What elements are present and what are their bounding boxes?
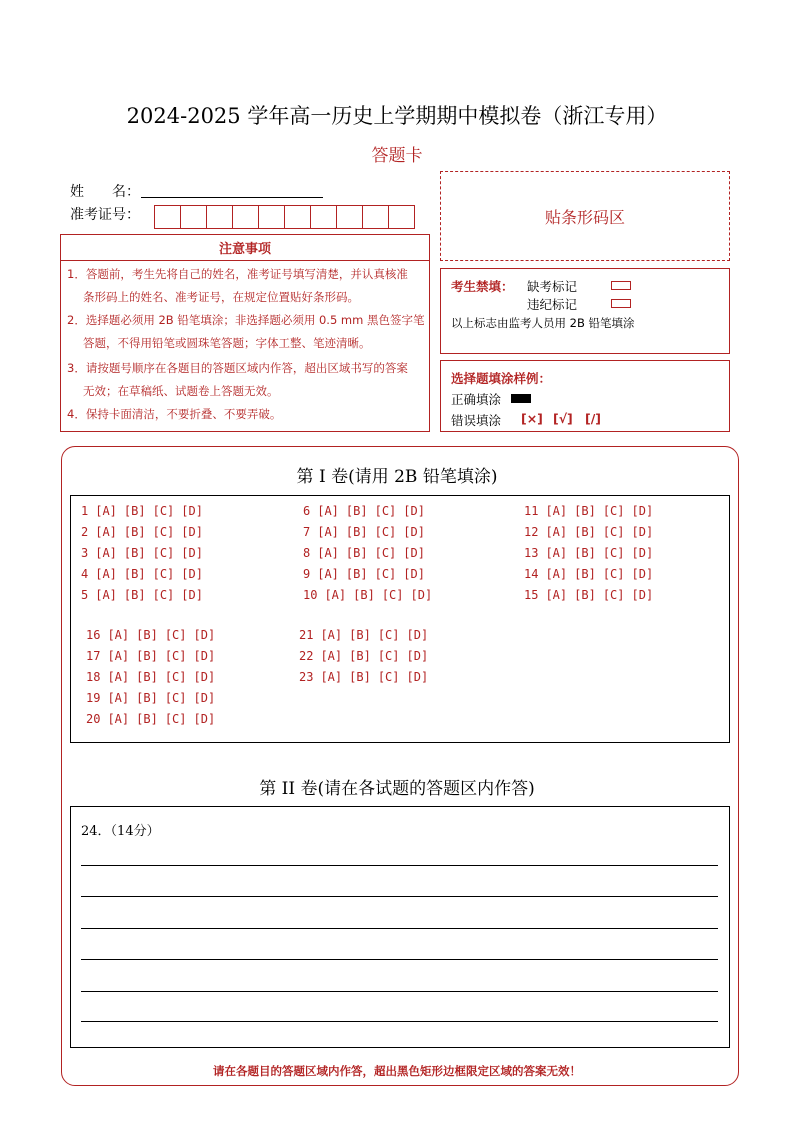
section2-title: 第 II 卷(请在各试题的答题区内作答) bbox=[259, 779, 535, 799]
option-bubble[interactable]: [B] bbox=[136, 649, 158, 663]
question-row bbox=[81, 567, 203, 581]
notice-item: 答题，不得用铅笔或圆珠笔答题；字体工整、笔迹清晰。 bbox=[83, 336, 371, 350]
question-row bbox=[86, 691, 215, 705]
option-bubble[interactable]: [A] bbox=[317, 546, 339, 560]
correct-fill-label: 正确填涂 bbox=[451, 392, 502, 407]
option-bubble[interactable]: [D] bbox=[631, 546, 654, 560]
option-bubble[interactable]: [B] bbox=[123, 504, 146, 518]
option-bubble[interactable]: [B] bbox=[349, 628, 371, 642]
option-bubble[interactable]: [C] bbox=[164, 712, 187, 726]
option-bubble[interactable]: [B] bbox=[345, 525, 368, 539]
option-bubble[interactable]: [A] bbox=[107, 649, 130, 663]
correct-fill-mark bbox=[511, 394, 531, 403]
question-row bbox=[86, 628, 215, 642]
name-field[interactable] bbox=[141, 197, 323, 198]
option-bubble[interactable]: [A] bbox=[317, 567, 339, 581]
option-bubble[interactable]: [C] bbox=[374, 567, 397, 581]
option-bubble[interactable]: [B] bbox=[345, 567, 368, 581]
question-number: 3 bbox=[81, 546, 89, 560]
option-bubble[interactable]: [C] bbox=[164, 649, 187, 663]
sample-label: 选择题填涂样例： bbox=[451, 371, 552, 386]
option-bubble[interactable]: [A] bbox=[320, 649, 343, 663]
option-bubble[interactable]: [D] bbox=[181, 588, 203, 602]
absent-mark-box[interactable] bbox=[611, 281, 631, 290]
question-row bbox=[524, 567, 653, 581]
option-bubble[interactable]: [D] bbox=[631, 588, 654, 602]
question-number: 12 bbox=[524, 525, 539, 539]
answer-line[interactable] bbox=[81, 928, 718, 929]
option-bubble[interactable]: [B] bbox=[136, 628, 158, 642]
question-row bbox=[303, 504, 425, 518]
option-bubble[interactable]: [A] bbox=[107, 628, 130, 642]
question-number: 9 bbox=[303, 567, 311, 581]
question-row bbox=[303, 588, 432, 602]
option-bubble[interactable]: [C] bbox=[152, 525, 175, 539]
option-bubble[interactable]: [D] bbox=[403, 525, 425, 539]
option-bubble[interactable]: [C] bbox=[602, 546, 625, 560]
question-row bbox=[86, 712, 215, 726]
option-bubble[interactable]: [D] bbox=[181, 504, 203, 518]
question-number: 2 bbox=[81, 525, 89, 539]
option-bubble[interactable]: [B] bbox=[574, 546, 596, 560]
option-bubble[interactable]: [B] bbox=[136, 712, 158, 726]
option-bubble[interactable]: [D] bbox=[181, 525, 203, 539]
option-bubble[interactable]: [A] bbox=[95, 567, 117, 581]
option-bubble[interactable]: [A] bbox=[320, 670, 343, 684]
exam-id-label: 准考证号： bbox=[70, 207, 140, 223]
option-bubble[interactable]: [D] bbox=[410, 588, 433, 602]
option-bubble[interactable]: [A] bbox=[107, 691, 130, 705]
essay-answer-box bbox=[70, 806, 730, 1048]
option-bubble[interactable]: [B] bbox=[574, 525, 596, 539]
violation-label: 违纪标记 bbox=[527, 297, 578, 312]
exam-id-digit-box[interactable] bbox=[232, 205, 259, 229]
option-bubble[interactable]: [C] bbox=[164, 670, 187, 684]
option-bubble[interactable]: [B] bbox=[353, 588, 375, 602]
question-number: 6 bbox=[303, 504, 311, 518]
option-bubble[interactable]: [C] bbox=[602, 567, 625, 581]
option-bubble[interactable]: [A] bbox=[317, 525, 339, 539]
option-bubble[interactable]: [B] bbox=[123, 525, 146, 539]
exam-id-digit-box[interactable] bbox=[284, 205, 311, 229]
exam-id-digit-box[interactable] bbox=[258, 205, 285, 229]
option-bubble[interactable]: [D] bbox=[403, 546, 425, 560]
question-row bbox=[81, 588, 203, 602]
question-number: 5 bbox=[81, 588, 89, 602]
notice-item: 2．选择题必须用 2B 铅笔填涂；非选择题必须用 0.5 mm 黑色签字笔 bbox=[67, 313, 425, 327]
question-number: 1 bbox=[81, 504, 89, 518]
exam-id-digit-box[interactable] bbox=[206, 205, 233, 229]
forbid-note: 以上标志由监考人员用 2B 铅笔填涂 bbox=[451, 316, 635, 330]
option-bubble[interactable]: [C] bbox=[152, 588, 175, 602]
question-number: 13 bbox=[524, 546, 539, 560]
option-bubble[interactable]: [A] bbox=[545, 525, 568, 539]
section1-title: 第 I 卷(请用 2B 铅笔填涂) bbox=[296, 467, 498, 487]
question-number: 22 bbox=[299, 649, 314, 663]
option-bubble[interactable]: [B] bbox=[136, 670, 158, 684]
question-row bbox=[299, 670, 428, 684]
question-row bbox=[299, 628, 428, 642]
question-number: 17 bbox=[86, 649, 101, 663]
answer-line[interactable] bbox=[81, 959, 718, 960]
option-bubble[interactable]: [B] bbox=[345, 504, 368, 518]
option-bubble[interactable]: [A] bbox=[545, 546, 568, 560]
name-label: 姓 名： bbox=[70, 184, 140, 200]
question-row bbox=[81, 504, 203, 518]
option-bubble[interactable]: [C] bbox=[377, 649, 400, 663]
option-bubble[interactable]: [C] bbox=[152, 567, 175, 581]
page-title: 2024-2025 学年高一历史上学期期中模拟卷（浙江专用） bbox=[126, 104, 668, 128]
option-bubble[interactable]: [D] bbox=[193, 649, 216, 663]
option-bubble[interactable]: [C] bbox=[377, 628, 400, 642]
option-bubble[interactable]: [C] bbox=[602, 525, 625, 539]
exam-id-digit-box[interactable] bbox=[154, 205, 181, 229]
option-bubble[interactable]: [A] bbox=[107, 670, 130, 684]
question-number: 21 bbox=[299, 628, 314, 642]
question-row bbox=[524, 504, 653, 518]
option-bubble[interactable]: [A] bbox=[320, 628, 343, 642]
option-bubble[interactable]: [A] bbox=[95, 504, 117, 518]
option-bubble[interactable]: [D] bbox=[631, 504, 654, 518]
question-number: 8 bbox=[303, 546, 311, 560]
violation-mark-box[interactable] bbox=[611, 299, 631, 308]
option-bubble[interactable]: [B] bbox=[574, 504, 596, 518]
option-bubble[interactable]: [D] bbox=[193, 712, 216, 726]
exam-id-digit-box[interactable] bbox=[336, 205, 363, 229]
question-row bbox=[81, 546, 203, 560]
footer-warning: 请在各题目的答题区域内作答，超出黑色矩形边框限定区域的答案无效！ bbox=[213, 1064, 581, 1078]
option-bubble[interactable]: [D] bbox=[181, 546, 203, 560]
exam-id-digit-box[interactable] bbox=[388, 205, 415, 229]
option-bubble[interactable]: [B] bbox=[574, 567, 596, 581]
option-bubble[interactable]: [C] bbox=[602, 588, 625, 602]
option-bubble[interactable]: [B] bbox=[349, 670, 371, 684]
option-bubble[interactable]: [A] bbox=[545, 567, 568, 581]
option-bubble[interactable]: [D] bbox=[193, 628, 216, 642]
question-number: 18 bbox=[86, 670, 101, 684]
question-row bbox=[86, 670, 215, 684]
option-bubble[interactable]: [C] bbox=[377, 670, 400, 684]
question-row bbox=[81, 525, 203, 539]
option-bubble[interactable]: [D] bbox=[406, 670, 429, 684]
option-bubble[interactable]: [B] bbox=[123, 567, 146, 581]
option-bubble[interactable]: [C] bbox=[164, 628, 187, 642]
question-number: 16 bbox=[86, 628, 101, 642]
option-bubble[interactable]: [D] bbox=[193, 670, 216, 684]
question-24-label: 24．（14分） bbox=[81, 824, 160, 839]
question-number: 19 bbox=[86, 691, 101, 705]
question-row bbox=[524, 588, 653, 602]
option-bubble[interactable]: [C] bbox=[381, 588, 404, 602]
question-row bbox=[86, 649, 215, 663]
answer-line[interactable] bbox=[81, 865, 718, 866]
notice-item: 条形码上的姓名、准考证号，在规定位置贴好条形码。 bbox=[83, 290, 359, 304]
option-bubble[interactable]: [C] bbox=[602, 504, 625, 518]
barcode-area bbox=[440, 171, 730, 261]
option-bubble[interactable]: [D] bbox=[631, 567, 654, 581]
exam-id-digit-box[interactable] bbox=[180, 205, 207, 229]
notice-item: 1．答题前，考生先将自己的姓名，准考证号填写清楚，并认真核准 bbox=[67, 267, 408, 281]
notice-item: 无效；在草稿纸、试题卷上答题无效。 bbox=[83, 384, 279, 398]
option-bubble[interactable]: [C] bbox=[374, 546, 397, 560]
option-bubble[interactable]: [B] bbox=[349, 649, 371, 663]
exam-id-digit-box[interactable] bbox=[310, 205, 337, 229]
wrong-mark: [×] bbox=[521, 411, 543, 426]
notice-heading: 注意事项 bbox=[61, 235, 429, 261]
wrong-mark: [√] bbox=[553, 411, 573, 426]
option-bubble[interactable]: [B] bbox=[123, 588, 146, 602]
option-bubble[interactable]: [C] bbox=[164, 691, 187, 705]
question-row bbox=[303, 546, 425, 560]
question-number: 15 bbox=[524, 588, 539, 602]
option-bubble[interactable]: [A] bbox=[107, 712, 130, 726]
examinee-forbid-box bbox=[440, 268, 730, 354]
question-number: 4 bbox=[81, 567, 89, 581]
question-row bbox=[524, 525, 653, 539]
answer-line[interactable] bbox=[81, 991, 718, 992]
absent-label: 缺考标记 bbox=[527, 279, 578, 294]
question-number: 23 bbox=[299, 670, 314, 684]
option-bubble[interactable]: [C] bbox=[152, 504, 175, 518]
option-bubble[interactable]: [B] bbox=[136, 691, 158, 705]
option-bubble[interactable]: [A] bbox=[95, 546, 117, 560]
wrong-mark: [/] bbox=[585, 411, 601, 426]
notice-item: 4．保持卡面清洁，不要折叠、不要弄破。 bbox=[67, 407, 282, 421]
forbid-label: 考生禁填： bbox=[451, 279, 514, 294]
question-number: 20 bbox=[86, 712, 101, 726]
option-bubble[interactable]: [D] bbox=[403, 567, 425, 581]
notice-item: 3．请按题号顺序在各题目的答题区域内作答，超出区域书写的答案 bbox=[67, 361, 408, 375]
wrong-fill-label: 错误填涂 bbox=[451, 413, 502, 428]
option-bubble[interactable]: [D] bbox=[193, 691, 216, 705]
option-bubble[interactable]: [B] bbox=[345, 546, 368, 560]
option-bubble[interactable]: [A] bbox=[324, 588, 347, 602]
option-bubble[interactable]: [A] bbox=[95, 588, 117, 602]
option-bubble[interactable]: [B] bbox=[123, 546, 146, 560]
option-bubble[interactable]: [C] bbox=[152, 546, 175, 560]
option-bubble[interactable]: [A] bbox=[317, 504, 339, 518]
exam-id-boxes[interactable] bbox=[154, 205, 414, 229]
question-number: 14 bbox=[524, 567, 539, 581]
question-number: 11 bbox=[524, 504, 539, 518]
option-bubble[interactable]: [D] bbox=[406, 649, 429, 663]
question-number: 10 bbox=[303, 588, 318, 602]
option-bubble[interactable]: [C] bbox=[374, 504, 397, 518]
exam-id-digit-box[interactable] bbox=[362, 205, 389, 229]
option-bubble[interactable]: [D] bbox=[406, 628, 429, 642]
notice-box bbox=[60, 234, 430, 432]
question-row bbox=[303, 567, 425, 581]
question-row bbox=[524, 546, 653, 560]
answer-line[interactable] bbox=[81, 1021, 718, 1022]
barcode-label: 贴条形码区 bbox=[544, 207, 625, 227]
fill-sample-box bbox=[440, 360, 730, 432]
question-number: 7 bbox=[303, 525, 311, 539]
question-row bbox=[299, 649, 428, 663]
option-bubble[interactable]: [D] bbox=[631, 525, 654, 539]
option-bubble[interactable]: [D] bbox=[403, 504, 425, 518]
option-bubble[interactable]: [A] bbox=[545, 588, 568, 602]
option-bubble[interactable]: [B] bbox=[574, 588, 596, 602]
page-subtitle: 答题卡 bbox=[371, 146, 423, 166]
option-bubble[interactable]: [A] bbox=[95, 525, 117, 539]
option-bubble[interactable]: [A] bbox=[545, 504, 568, 518]
option-bubble[interactable]: [C] bbox=[374, 525, 397, 539]
answer-line[interactable] bbox=[81, 896, 718, 897]
multiple-choice-box bbox=[70, 495, 730, 743]
option-bubble[interactable]: [D] bbox=[181, 567, 203, 581]
question-row bbox=[303, 525, 425, 539]
